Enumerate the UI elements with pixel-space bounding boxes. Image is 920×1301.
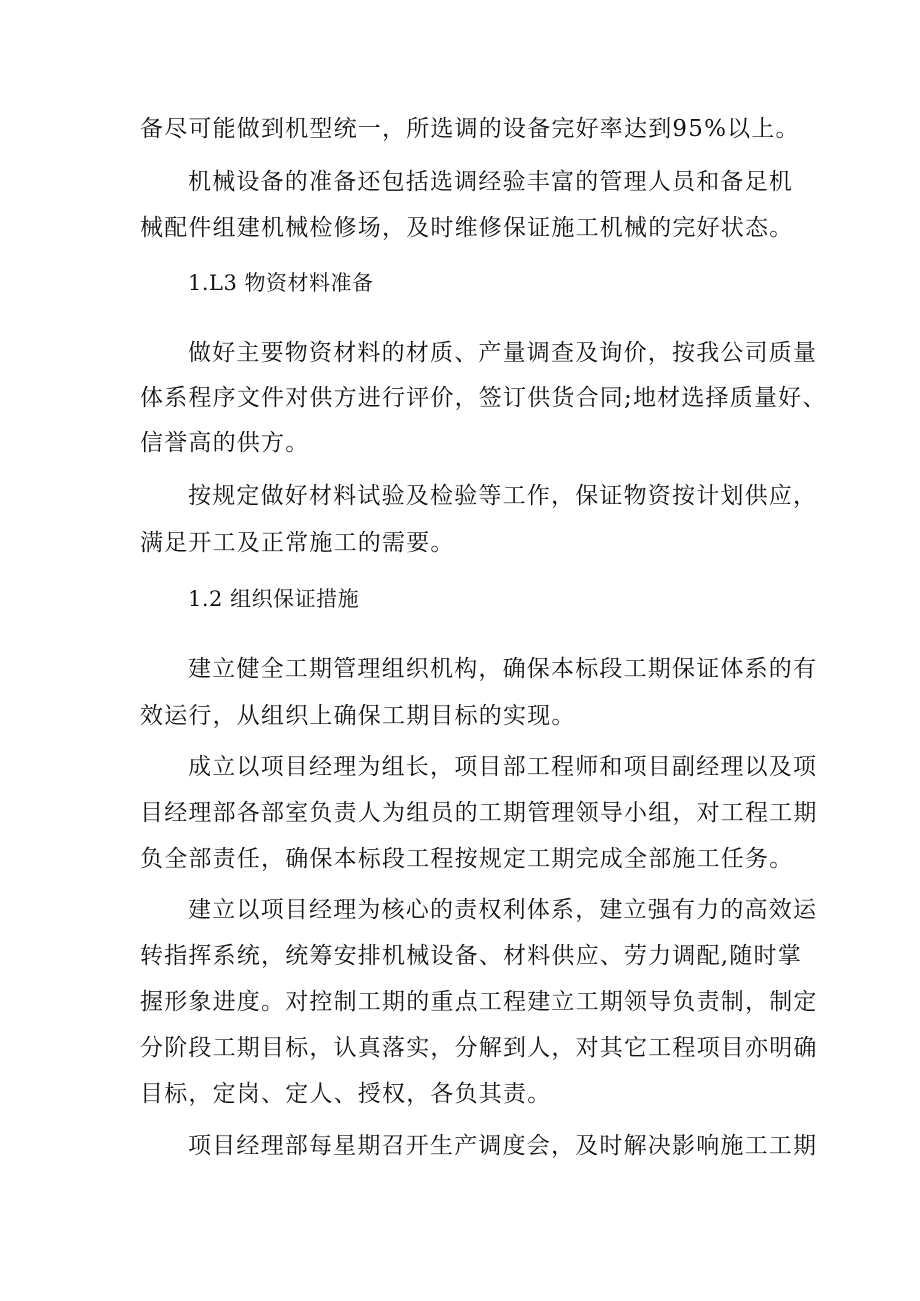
paragraph-line: 做好主要物资材料的材质、产量调查及询价，按我公司质量 [188, 340, 818, 366]
paragraph-line: 建立健全工期管理组织机构，确保本标段工期保证体系的有 [188, 656, 818, 682]
paragraph-line: 项目经理部每星期召开生产调度会，及时解决影响施工工期 [188, 1133, 818, 1159]
section-heading: 1.2 组织保证措施 [188, 587, 360, 611]
paragraph-line: 体系程序文件对供方进行评价，签订供货合同;地材选择质量好、 [140, 385, 827, 411]
section-heading: 1.L3 物资材料准备 [188, 271, 374, 295]
paragraph-line: 机械设备的准备还包括选调经验丰富的管理人员和备足机 [188, 169, 793, 195]
paragraph-line: 按规定做好材料试验及检验等工作，保证物资按计划供应， [188, 483, 818, 509]
paragraph-line: 分阶段工期目标，认真落实，分解到人，对其它工程项目亦明确 [140, 1035, 818, 1061]
paragraph-line: 备尽可能做到机型统一，所选调的设备完好率达到95%以上。 [140, 116, 800, 142]
paragraph-line: 满足开工及正常施工的需要。 [140, 530, 455, 556]
paragraph-line: 建立以项目经理为核心的责权利体系，建立强有力的高效运 [188, 897, 818, 923]
paragraph-line: 效运行，从组织上确保工期目标的实现。 [140, 703, 576, 729]
paragraph-line: 负全部责任，确保本标段工程按规定工期完成全部施工任务。 [140, 846, 794, 872]
paragraph-line: 握形象进度。对控制工期的重点工程建立工期领导负责制，制定 [140, 989, 818, 1015]
paragraph-line: 成立以项目经理为组长，项目部工程师和项目副经理以及项 [188, 754, 818, 780]
paragraph-line: 械配件组建机械检修场，及时维修保证施工机械的完好状态。 [140, 215, 794, 241]
paragraph-line: 目标，定岗、定人、授权，各负其责。 [140, 1081, 552, 1107]
paragraph-line: 转指挥系统，统筹安排机械设备、材料供应、劳力调配,随时掌 [140, 943, 802, 969]
paragraph-line: 目经理部各部室负责人为组员的工期管理领导小组，对工程工期 [140, 800, 818, 826]
paragraph-line: 信誉高的供方。 [140, 430, 310, 456]
